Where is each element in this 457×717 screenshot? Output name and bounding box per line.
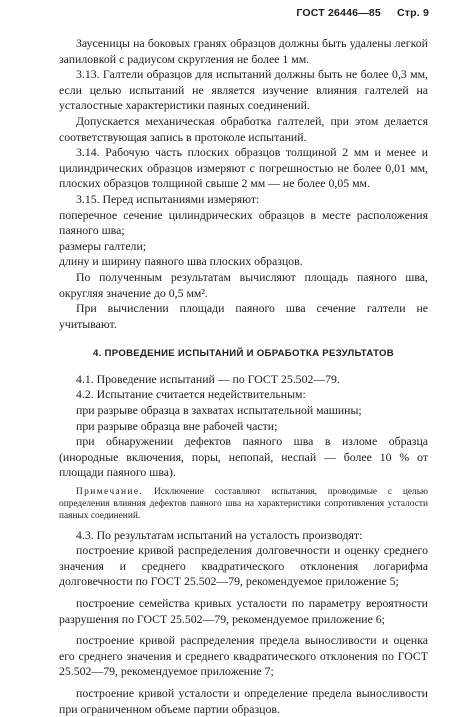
clause-3-15: 3.15. Перед испытаниями измеряют: (76, 191, 260, 206)
paragraph: При вычислении площади паяного шва сечение галтели не учитывают. (59, 301, 428, 331)
paragraph: По полученным результатам вычисляют площадь паяного шва, округляя значение до 0,5 мм². (59, 269, 428, 300)
list-item: поперечное сечение цилиндрических образцов в месте расположения паяного шва; (59, 207, 428, 238)
note-text: Исключение составляют испытания, проводимые с целью определения влияния дефектов паяного шва на характеристики сопротивления усталости паяных соединений. (59, 487, 428, 522)
paragraph: Заусеницы на боковых гранях образцов должны быть удалены легкой запиловкой с радиусом скругления не более 1 мм. (59, 36, 428, 66)
list-item: при обнаружении дефектов паяного шва в изломе образца (инородные включения, поры, непопай, неспай — более 10 % от площади паяного шва). (59, 434, 428, 480)
list-item: размеры галтели; (59, 238, 147, 253)
section-title: 4. ПРОВЕДЕНИЕ ИСПЫТАНИЙ И ОБРАБОТКА РЕЗУЛЬТАТОВ (92, 348, 394, 360)
clause-3-13: 3.13. Галтели образцов для испытаний должны быть не более 0,3 мм, если целью испытаний не является изучение влияния галтелей на усталостные характеристики паяных соединений. (59, 67, 428, 113)
page-number: Стр. 9 (396, 7, 429, 19)
list-item: при разрыве образца вне рабочей части; (76, 418, 278, 433)
standard-number: ГОСТ 26446—85 (296, 7, 381, 19)
list-item: построение кривой распределения предела выносливости и оценка его среднего значения и среднего квадратического отклонения по ГОСТ 25.502—79, рекомендуемое приложение 7; (59, 633, 428, 679)
list-item: построение кривой распределения долговечности и оценку среднего значения и среднего квадратического отклонения логарифма долговечности по ГОСТ 25.502—79, рекомендуемое приложение 5; (59, 543, 428, 589)
list-item: длину и ширину паяного шва плоских образцов. (59, 254, 303, 269)
clause-4-1: 4.1. Проведение испытаний — по ГОСТ 25.502—79. (76, 371, 340, 386)
document-body (59, 36, 428, 717)
list-item: построение семейства кривых усталости по параметру вероятности разрушения по ГОСТ 25.502—79, рекомендуемое приложение 6; (59, 596, 428, 626)
clause-4-3: 4.3. По результатам испытаний на усталость производят: (76, 527, 363, 542)
note-lead: Примечание. (76, 487, 144, 498)
clause-4-2: 4.2. Испытание считается недействительным: (76, 387, 306, 402)
page-header (296, 7, 429, 19)
note (59, 486, 428, 523)
paragraph: Допускается механическая обработка галтелей, при этом делается соответствующая запись в протоколе испытаний. (59, 113, 428, 144)
list-item: при разрыве образца в захватах испытательной машины; (76, 403, 362, 418)
clause-3-14: 3.14. Рабочую часть плоских образцов толщиной 2 мм и менее и цилиндрических образцов измеряют с погрешностью не более 0,01 мм, плоских образцов толщиной свыше 2 мм — не более 0,05 мм. (59, 145, 428, 191)
list-item: построение кривой усталости и определение предела выносливости при ограниченном объеме партии образцов. (59, 685, 428, 716)
